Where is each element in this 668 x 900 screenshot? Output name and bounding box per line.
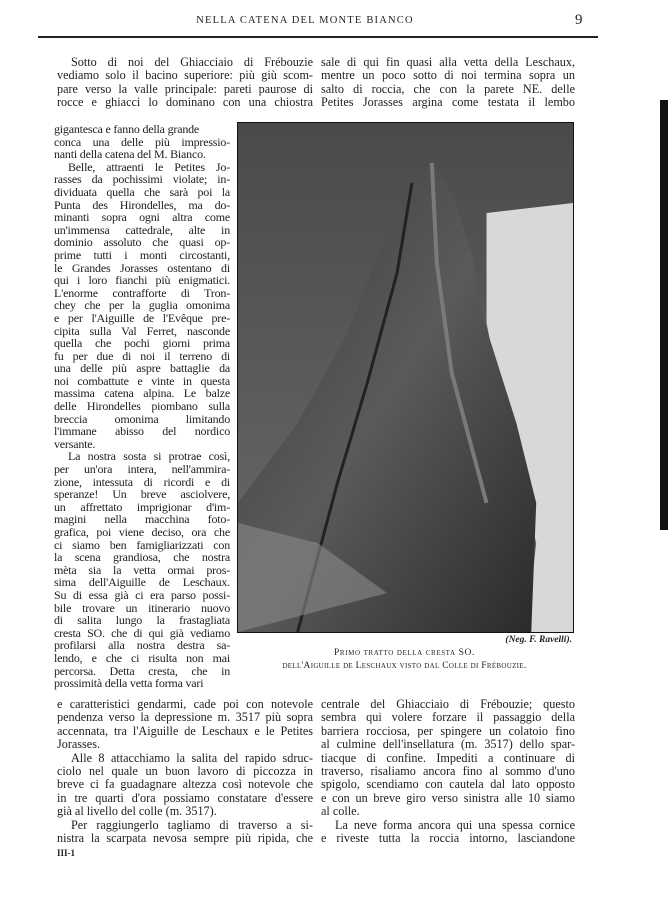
text-line: massima catena alpina. Le balze xyxy=(54,386,230,401)
text-line: centrale del Ghiacciaio di Frébouzie; questo xyxy=(321,697,575,711)
text-line: minanti sopra ogni altra come xyxy=(54,210,230,225)
text-line: mèta sia la vetta ormai pros- xyxy=(54,562,230,577)
running-title: NELLA CATENA DEL MONTE BIANCO xyxy=(196,15,414,26)
text-line: mentre un poco sotto di noi termina sopra un xyxy=(321,68,575,83)
scan-edge xyxy=(660,100,668,530)
text-line: al colle. xyxy=(321,804,360,819)
text-line: le Grandes Jorasses ostentano di xyxy=(54,260,230,275)
text-left-bottom xyxy=(57,698,313,845)
text-line: pendenza verso la depressione m. 3517 più sopra xyxy=(57,710,313,725)
text-line: un affrettato imprigionar d'im- xyxy=(54,499,230,514)
text-line: la scena grandiosa, che nostra xyxy=(54,550,230,565)
text-line: percorsa. Detta cresta, che in xyxy=(54,663,230,678)
text-line: La neve forma ancora qui una spessa cornice xyxy=(335,817,575,832)
text-line: speranze! Un breve asciolvere, xyxy=(54,487,230,502)
text-line: sima dell'Aiguille de Leschaux. xyxy=(54,575,230,590)
text-line: nistra la scarpata nevosa sempre più ripida, che xyxy=(57,830,313,845)
text-right-top xyxy=(321,56,575,110)
text-line: Belle, attraenti le Petites Jo- xyxy=(68,159,230,174)
text-line: qui i loro fianchi più enigmatici. xyxy=(54,273,230,288)
text-line: cipita sulla Val Ferret, nasconde xyxy=(54,323,230,338)
text-line: cresta SO. che di qui già vediamo xyxy=(54,625,230,640)
text-line: chey che per la guglia omonima xyxy=(54,298,230,313)
photo-credit: (Neg. F. Ravelli). xyxy=(505,635,572,645)
text-line: vediamo solo il bacino superiore: più giù scom- xyxy=(57,68,313,83)
text-line: al culmine dell'insellatura (m. 3517) dello spar- xyxy=(321,737,575,752)
text-line: breve ci fa guadagnare altezza così notevole che xyxy=(57,777,313,792)
header-rule xyxy=(38,36,598,38)
text-line: traverso, risaliamo ancora fino al sommo d'uno xyxy=(321,763,575,778)
text-line: profilarsi alla nostra destra sa- xyxy=(54,638,230,653)
text-line: La nostra sosta si protrae così, xyxy=(68,449,230,464)
text-line: tiacque di confine. Impediti a continuare di xyxy=(321,750,575,765)
text-line: L'enorme contrafforte di Tron- xyxy=(54,285,230,300)
text-left-narrow xyxy=(54,123,230,690)
text-line: Jorasses. xyxy=(57,737,100,752)
text-line: breccia omonima limitando xyxy=(54,411,230,426)
text-line: Su di essa già ci era parso possi- xyxy=(54,587,230,602)
text-line: e caratteristici gendarmi, cade poi con notevole xyxy=(57,697,313,711)
text-line: un'immensa cattedrale, alte in xyxy=(54,222,230,237)
text-line: Sotto di noi del Ghiacciaio di Frébouzie xyxy=(71,55,313,69)
text-line: bile trovare un itinerario nuovo xyxy=(54,600,230,615)
text-right-bottom xyxy=(321,698,575,845)
text-line: una delle più aspre battaglie da xyxy=(54,361,230,376)
text-line: accennata, tra l'Aiguille de Leschaux e le Petites xyxy=(57,723,313,738)
text-line: sembra qui volere forzare il passaggio della xyxy=(321,710,575,725)
text-line: Petites Jorasses argina come testata il lembo xyxy=(321,95,575,110)
text-line: dividuata quella che sarà poi la xyxy=(54,184,230,199)
text-line: dominio assoluto che quasi op- xyxy=(54,235,230,250)
text-line: fu per due di noi il terreno di xyxy=(54,348,230,363)
text-line: sale di qui fin quasi alla vetta della Leschaux, xyxy=(321,55,575,69)
text-line: ci siamo ben famigliarizzati con xyxy=(54,537,230,552)
text-line: noi combattute e vinte in questa xyxy=(54,373,230,388)
figure-caption-line2: dell'Aiguille de Leschaux visto dal Colle di Frébouzie. xyxy=(282,661,527,671)
text-line: Punta des Hirondelles, ma do- xyxy=(54,197,230,212)
text-line: rocce e ghiacci lo dominano con una chiostra xyxy=(57,95,313,110)
text-line: delle Hirondelles piombano sulla xyxy=(54,399,230,414)
text-line: prime tutti i monti circostanti, xyxy=(54,247,230,262)
text-line: per un'ora intera, nell'ammira- xyxy=(54,462,230,477)
text-line: l'immane abisso del nordico xyxy=(54,424,230,439)
text-line: zione, intessuta di ricordi e di xyxy=(54,474,230,489)
page-number: 9 xyxy=(575,12,583,28)
text-line: pare verso la valle principale: pareti paurose di xyxy=(57,81,313,96)
text-line: quella che pochi giorni prima xyxy=(54,336,230,351)
text-line: grafica, poi viene deciso, ora che xyxy=(54,525,230,539)
text-line: e riveste tutta la roccia intorno, lasciandone xyxy=(321,830,575,845)
text-line: conca una delle più impressio- xyxy=(54,134,230,149)
text-line: versante. xyxy=(54,436,96,451)
printer-signature: III-1 xyxy=(57,848,76,858)
text-line: e con un breve giro verso sinistra alle 10 siamo xyxy=(321,790,575,805)
text-line: barriera rocciosa, per spingere un colatoio fino xyxy=(321,723,575,738)
mountain-photograph xyxy=(237,122,574,633)
text-line: gigantesca e fanno della grande xyxy=(54,122,200,136)
text-line: Per raggiungerlo tagliamo di traverso a si- xyxy=(71,817,313,832)
text-line: e per l'Aiguille de l'Evêque pre- xyxy=(54,310,230,325)
text-line: Alle 8 attacchiamo la salita del rapido sdruc- xyxy=(71,750,313,765)
text-line: di salita lungo la frastagliata xyxy=(54,613,230,628)
figure-caption-line1: Primo tratto della cresta SO. xyxy=(334,648,475,658)
text-line: salto di roccia, che con la parete NE. delle xyxy=(321,81,575,96)
text-line: ciolo nel quale un buon lavoro di piccozza in xyxy=(57,763,313,778)
text-line: in tre quarti d'ora possiamo constatare d'essere xyxy=(57,790,313,805)
text-left-top xyxy=(57,56,313,110)
text-line: spigolo, scendiamo con cautela dal lato opposto xyxy=(321,777,575,792)
text-line: rasses da pochissimi violate; in- xyxy=(54,172,230,187)
text-line: nanti della catena del M. Bianco. xyxy=(54,147,206,162)
text-line: prossimità della vetta forma vari xyxy=(54,676,204,691)
text-line: già al livello del colle (m. 3517). xyxy=(57,804,217,819)
text-line: magini nella macchina foto- xyxy=(54,512,230,527)
text-line: lendo, e che ci risulta non mai xyxy=(54,650,230,665)
